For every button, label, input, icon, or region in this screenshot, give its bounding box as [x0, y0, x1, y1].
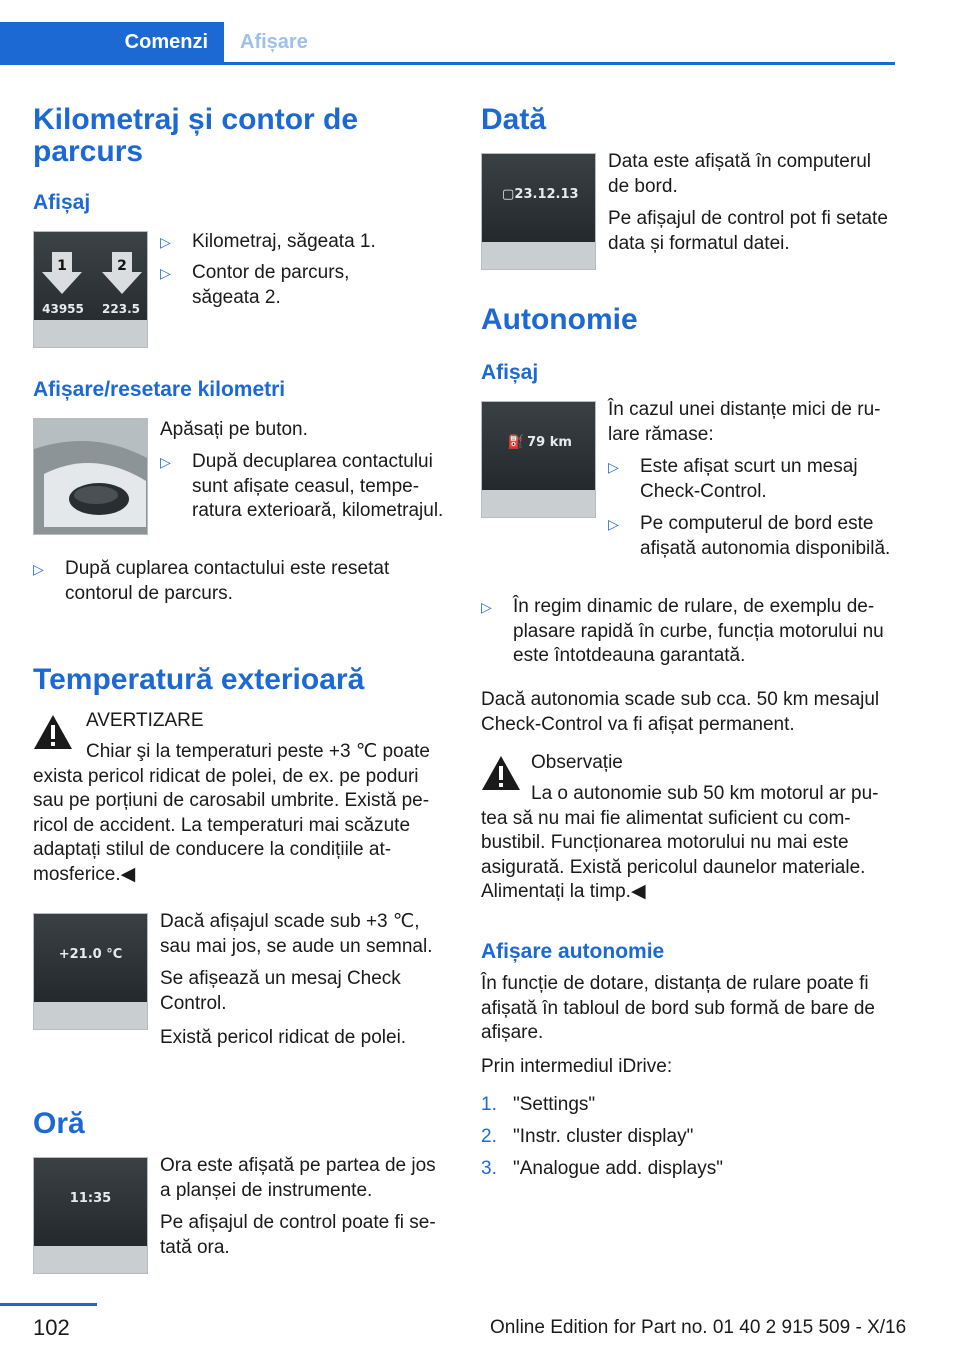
clock-image	[33, 1157, 148, 1274]
odo-value: 43955	[42, 302, 84, 316]
odometer-arrows-icon	[34, 232, 148, 348]
triangle-right-icon: ▷	[160, 454, 171, 470]
date-value: 23.12.13	[514, 187, 579, 202]
triangle-right-icon: ▷	[160, 265, 171, 281]
temperature-value: +21.0 °C	[58, 947, 123, 962]
step-2-number: 2.	[481, 1126, 497, 1147]
data-p1: Data este afișată în computerul de bord.	[608, 151, 871, 197]
reset-text: Apăsați pe buton.	[160, 419, 308, 440]
temp-title: Temperatură exterioară	[33, 663, 365, 696]
triangle-right-icon: ▷	[33, 561, 44, 577]
data-title: Dată	[481, 103, 547, 136]
reset-button-icon	[34, 419, 148, 535]
auto-title: Autonomie	[481, 303, 638, 336]
calendar-icon: ▢	[502, 187, 515, 202]
range-image	[481, 401, 596, 518]
display-p1: În funcție de dotare, distanța de rulare poate fi afișată în tabloul de bord sub formă de bare de afișare.	[481, 973, 875, 1043]
step-3-text: "Analogue add. displays"	[513, 1158, 723, 1179]
display-heading: Afișare autonomie	[481, 940, 665, 963]
ora-p1: Ora este afișată pe partea de jos a planșei de instrumente.	[160, 1155, 436, 1201]
note-text: La o autonomie sub 50 km motorul ar putea să nu mai fie alimentat suficient cu combustibil. Funcționarea motorului nu mai este asigurată. Există pericolul daunelor materiale. Alimentați la timp.◀	[481, 783, 879, 902]
ora-title: Oră	[33, 1107, 85, 1140]
step-1-text: "Settings"	[513, 1094, 596, 1115]
tab-afisare[interactable]: Afișare	[240, 31, 308, 53]
display-p2: Prin intermediul iDrive:	[481, 1056, 673, 1077]
temp-p3: Există pericol ridicat de polei.	[160, 1027, 407, 1048]
reset-button-image	[33, 418, 148, 535]
footer-rule	[0, 1303, 97, 1306]
triangle-right-icon: ▷	[160, 234, 171, 250]
range-value: 79 km	[527, 435, 572, 450]
odometer-image	[33, 231, 148, 348]
step-1-number: 1.	[481, 1094, 497, 1115]
triangle-right-icon: ▷	[608, 516, 619, 532]
date-image	[481, 153, 596, 270]
ora-p2: Pe afișajul de control poate fi setată ora.	[160, 1212, 436, 1258]
reset-heading: Afișare/resetare kilometri	[33, 378, 286, 401]
header-tabs	[0, 22, 895, 65]
arrow-2-label: 2	[117, 258, 127, 274]
triangle-right-icon: ▷	[608, 459, 619, 475]
arrow-1-label: 1	[57, 258, 67, 274]
temperature-image	[33, 913, 148, 1030]
triangle-right-icon: ▷	[481, 599, 492, 615]
warning-label: AVERTIZARE	[86, 710, 204, 731]
tab-comenzi[interactable]: Comenzi	[0, 22, 224, 62]
edition-text: Online Edition for Part no. 01 40 2 915 509 - X/16	[490, 1317, 907, 1338]
temp-p1: Dacă afișajul scade sub +3 ℃, sau mai jos, se aude un semnal.	[160, 911, 433, 957]
note-label: Observație	[531, 752, 623, 773]
afisaj-heading-left: Afișaj	[33, 191, 91, 214]
afisaj-heading-right: Afișaj	[481, 361, 539, 384]
page-number: 102	[33, 1315, 70, 1340]
clock-value: 11:35	[69, 1191, 112, 1206]
auto-p2: Dacă autonomia scade sub cca. 50 km mesajul Check-Control va fi afișat permanent.	[481, 689, 880, 735]
warning-text: Chiar şi la temperaturi peste +3 ℃ poate exista pericol ridicat de polei, de ex. pe poduri sau pe porțiuni de carosabil umbrite. Există pericol de accident. La temperaturi mai scăzute adaptați stilul de conducere la condițiile atmosferice.◀	[33, 741, 430, 885]
step-3-number: 3.	[481, 1158, 497, 1179]
fuel-pump-icon: ⛽	[507, 435, 525, 450]
step-2-text: "Instr. cluster display"	[513, 1126, 694, 1147]
km-title: Kilometraj și contor de parcurs	[33, 103, 359, 168]
auto-p1: În cazul unei distanțe mici de rulare rămase:	[608, 399, 881, 445]
data-p2: Pe afișajul de control pot fi setate data și formatul datei.	[608, 208, 888, 254]
trip-value: 223.5	[102, 302, 140, 316]
temp-p2: Se afișează un mesaj Check Control.	[160, 968, 401, 1014]
